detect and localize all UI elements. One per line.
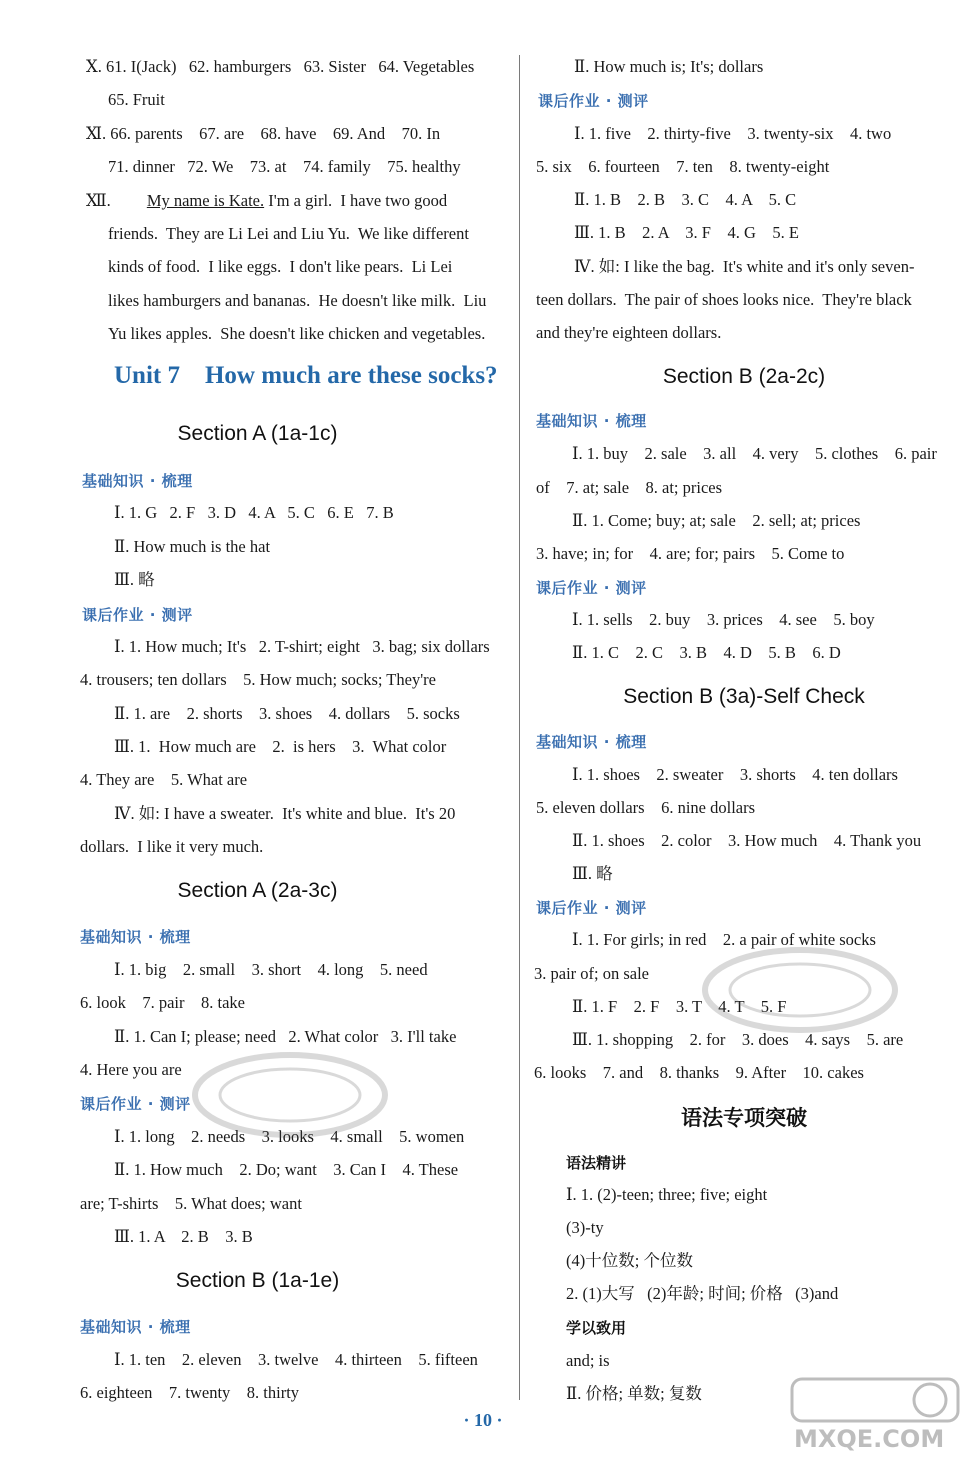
page-number: · 10 · <box>463 1410 503 1430</box>
secA1-h1: Ⅰ. 1. How much; It's 2. T-shirt; eight 3. bag; six dollars <box>114 637 490 656</box>
secA2-h2: Ⅱ. 1. How much 2. Do; want 3. Can I 4. These <box>114 1160 459 1179</box>
secB3-h4: Ⅲ. 1. shopping 2. for 3. does 4. says 5. are <box>572 1030 904 1049</box>
secB3-b1: Ⅰ. 1. shoes 2. sweater 3. shorts 4. ten dollars <box>572 765 898 784</box>
grammar-line6: Ⅱ. 价格; 单数; 复数 <box>566 1384 702 1403</box>
secB1-b2: 6. eighteen 7. twenty 8. thirty <box>80 1383 300 1402</box>
grammar-line1: Ⅰ. 1. (2)-teen; three; five; eight <box>566 1185 768 1204</box>
secA1-b2: Ⅱ. How much is the hat <box>114 537 271 556</box>
secA1-basic-label: 基础知识 · 梳理 <box>82 472 193 490</box>
secA1-b3: Ⅲ. 略 <box>114 570 155 589</box>
secA1-b1: Ⅰ. 1. G 2. F 3. D 4. A 5. C 6. E 7. B <box>114 503 394 522</box>
r-h5: Ⅳ. 如: I like the bag. It's white and it's only seven- <box>574 257 915 276</box>
secA1-h7: dollars. I like it very much. <box>80 837 264 856</box>
section-b3-title: Section B (3a)-Self Check <box>623 685 865 708</box>
secA1-h2: 4. trousers; ten dollars 5. How much; socks; They're <box>80 670 436 689</box>
secA1-h4: Ⅲ. 1. How much are 2. is hers 3. What color <box>114 737 447 756</box>
secB3-b3: Ⅱ. 1. shoes 2. color 3. How much 4. Thank you <box>572 831 922 850</box>
answer-xii-line3: kinds of food. I like eggs. I don't like pears. Li Lei <box>108 257 453 276</box>
watermark-text: MXQE.COM <box>794 1425 945 1453</box>
secB3-h3: Ⅱ. 1. F 2. F 3. T 4. T 5. F <box>572 997 787 1016</box>
answer-xii-line5: Yu likes apples. She doesn't like chicken and vegetables. <box>108 324 486 343</box>
secB2-h2: Ⅱ. 1. C 2. C 3. B 4. D 5. B 6. D <box>572 643 841 662</box>
grammar-sub1: 语法精讲 <box>566 1154 627 1172</box>
r-h1: Ⅰ. 1. five 2. thirty-five 3. twenty-six 4. two <box>574 124 892 143</box>
secB3-b4: Ⅲ. 略 <box>572 864 613 883</box>
secB1-basic-label: 基础知识 · 梳理 <box>80 1318 191 1336</box>
secA2-h1: Ⅰ. 1. long 2. needs 3. looks 4. small 5. women <box>114 1127 465 1146</box>
secA2-b4: 4. Here you are <box>80 1060 182 1079</box>
secB3-h5: 6. looks 7. and 8. thanks 9. After 10. cakes <box>534 1063 864 1082</box>
answer-xi-line2: 71. dinner 72. We 73. at 74. family 75. healthy <box>108 157 461 176</box>
grammar-line4: 2. (1)大写 (2)年龄; 时间; 价格 (3)and <box>566 1284 839 1303</box>
secB2-b4: 3. have; in; for 4. are; for; pairs 5. Come to <box>536 544 845 563</box>
grammar-line3: (4)十位数; 个位数 <box>566 1251 693 1270</box>
section-b2-title: Section B (2a-2c) <box>662 365 826 388</box>
secA2-b2: 6. look 7. pair 8. take <box>80 993 245 1012</box>
section-a1-title: Section A (1a-1c) <box>177 422 338 445</box>
answer-xii-line4: likes hamburgers and bananas. He doesn't like milk. Liu <box>108 291 487 310</box>
answer-xii-line2: friends. They are Li Lei and Liu Yu. We like different <box>108 224 469 243</box>
r-h2: 5. six 6. fourteen 7. ten 8. twenty-eight <box>536 157 830 176</box>
secA1-h3: Ⅱ. 1. are 2. shorts 3. shoes 4. dollars 5. socks <box>114 704 460 723</box>
answer-x-line1: Ⅹ. 61. I(Jack) 62. hamburgers 63. Sister 64. Vegetables <box>86 57 475 76</box>
secB3-h1: Ⅰ. 1. For girls; in red 2. a pair of white socks <box>572 930 876 949</box>
xii-underlined-text: My name is Kate. <box>146 191 265 210</box>
answer-xii-line1 <box>86 191 447 211</box>
secB2-hw-label: 课后作业 · 测评 <box>536 579 647 597</box>
r-h3: Ⅱ. 1. B 2. B 3. C 4. A 5. C <box>574 190 797 209</box>
answer-xi-line1: Ⅺ. 66. parents 67. are 68. have 69. And 70. In <box>86 124 441 143</box>
grammar-line2: (3)-ty <box>566 1218 604 1237</box>
secA2-hw-label: 课后作业 · 测评 <box>80 1095 191 1113</box>
stamp-watermark-right <box>700 935 900 1045</box>
r-ii: Ⅱ. How much is; It's; dollars <box>574 57 764 76</box>
secA2-b3: Ⅱ. 1. Can I; please; need 2. What color 3. I'll take <box>114 1027 457 1046</box>
section-b1-title: Section B (1a-1e) <box>175 1269 340 1292</box>
secA1-h5: 4. They are 5. What are <box>80 770 248 789</box>
r-h4: Ⅲ. 1. B 2. A 3. F 4. G 5. E <box>574 223 799 242</box>
secB1-b1: Ⅰ. 1. ten 2. eleven 3. twelve 4. thirteen 5. fifteen <box>114 1350 478 1369</box>
secB3-h2: 3. pair of; on sale <box>534 964 650 983</box>
answer-x-line2: 65. Fruit <box>108 90 165 109</box>
section-a2-title: Section A (2a-3c) <box>177 879 338 902</box>
grammar-sub2: 学以致用 <box>566 1319 627 1337</box>
secA2-basic-label: 基础知识 · 梳理 <box>80 928 191 946</box>
secB2-h1: Ⅰ. 1. sells 2. buy 3. prices 4. see 5. boy <box>572 610 875 629</box>
secA2-h3: are; T-shirts 5. What does; want <box>80 1194 302 1213</box>
grammar-line5: and; is <box>566 1351 610 1370</box>
secA2-h4: Ⅲ. 1. A 2. B 3. B <box>114 1227 253 1246</box>
xii-rest: I'm a girl. I have two good <box>264 191 448 210</box>
r-h6: teen dollars. The pair of shoes looks nice. They're black <box>536 290 912 309</box>
r-h7: and they're eighteen dollars. <box>536 323 722 342</box>
secB3-basic-label: 基础知识 · 梳理 <box>536 733 647 751</box>
secB2-basic-label: 基础知识 · 梳理 <box>536 412 647 430</box>
secB2-b1: Ⅰ. 1. buy 2. sale 3. all 4. very 5. clothes 6. pair <box>572 444 937 463</box>
secB2-b3: Ⅱ. 1. Come; buy; at; sale 2. sell; at; prices <box>572 511 861 530</box>
stamp-watermark-left <box>190 1040 390 1150</box>
secA1-h6: Ⅳ. 如: I have a sweater. It's white and blue. It's 20 <box>114 804 456 823</box>
secA2-b1: Ⅰ. 1. big 2. small 3. short 4. long 5. need <box>114 960 428 979</box>
column-divider <box>519 55 520 1400</box>
secB3-hw-label: 课后作业 · 测评 <box>536 899 647 917</box>
grammar-title: 语法专项突破 <box>681 1106 807 1130</box>
secB3-b2: 5. eleven dollars 6. nine dollars <box>536 798 756 817</box>
secA1-hw-label: 课后作业 · 测评 <box>82 606 193 624</box>
xii-label: Ⅻ. <box>86 191 111 210</box>
r-hw-label1: 课后作业 · 测评 <box>538 92 649 110</box>
unit-title: Unit 7 How much are these socks? <box>114 362 498 389</box>
secB2-b2: of 7. at; sale 8. at; prices <box>536 478 723 497</box>
